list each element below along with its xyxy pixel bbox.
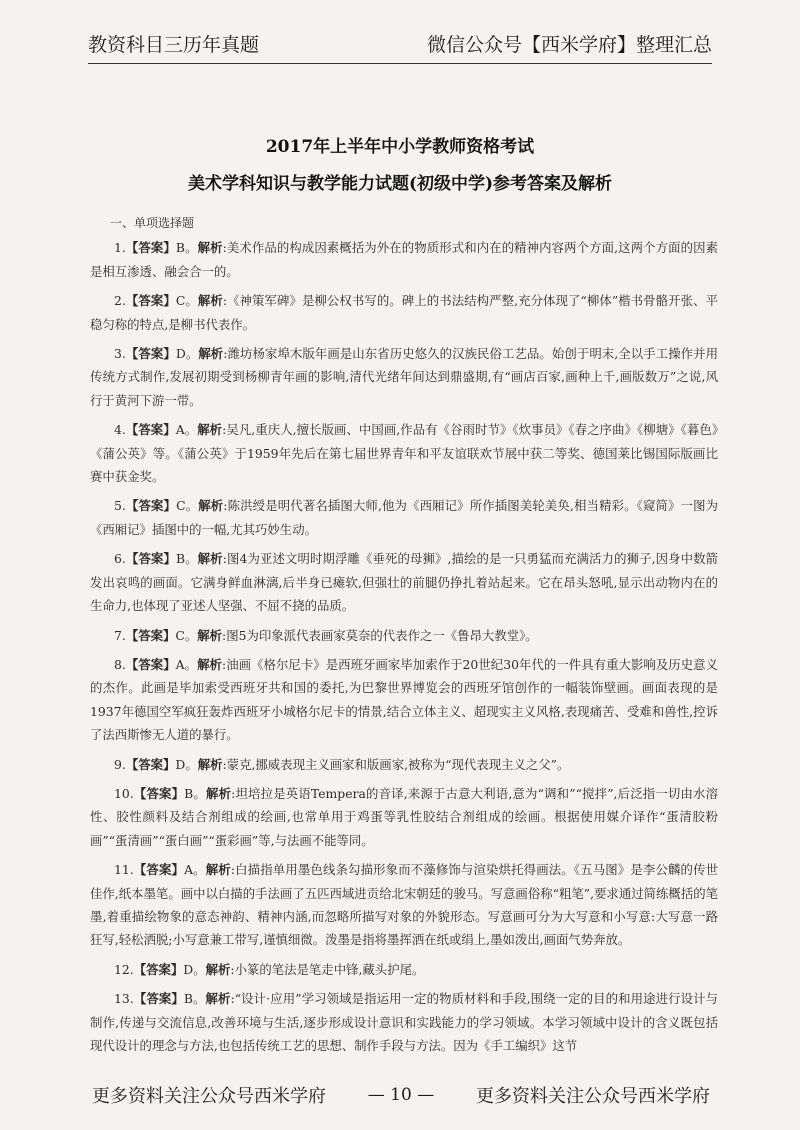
answer-letter: B。 — [184, 785, 207, 801]
explanation-label: 解析 — [197, 422, 223, 438]
answer-label: 【答案】 — [133, 862, 185, 878]
footer-left-text: 更多资料关注公众号西米学府 — [92, 1086, 326, 1107]
answer-item — [90, 289, 718, 336]
header-right-text: 微信公众号【西米学府】整理汇总 — [426, 34, 712, 56]
explanation-label: 解析 — [206, 785, 232, 801]
explanation-label: 解析 — [198, 498, 224, 514]
question-number: 5. — [114, 498, 126, 514]
explanation-label: 解析 — [205, 991, 231, 1007]
answer-label: 【答案】 — [125, 656, 176, 672]
answer-list — [90, 236, 718, 1057]
page-footer — [92, 1082, 710, 1108]
answer-label: 【答案】 — [125, 551, 176, 567]
question-number: 12. — [114, 961, 134, 977]
answer-label: 【答案】 — [125, 293, 176, 309]
answer-label: 【答案】 — [133, 991, 184, 1007]
question-number: 10. — [114, 785, 134, 801]
question-number: 8. — [114, 656, 126, 672]
answer-item — [90, 858, 718, 952]
answer-letter: A。 — [175, 422, 198, 438]
explanation-label: 解析 — [197, 551, 223, 567]
question-number: 11. — [114, 862, 134, 878]
document-title — [0, 132, 800, 194]
answer-letter: C。 — [175, 293, 198, 309]
answer-label: 【答案】 — [125, 346, 176, 362]
title-line-2: 美术学科知识与教学能力试题(初级中学)参考答案及解析 — [187, 174, 613, 194]
answer-label: 【答案】 — [133, 961, 184, 977]
explanation-label: 解析 — [205, 961, 231, 977]
explanation-label: 解析 — [205, 862, 231, 878]
explanation-text: :陈洪绶是明代著名插图大师,他为《西厢记》所作插图美轮美奂,相当精彩。《窥简》一图为《西厢记》插图中的一幅,尤其巧妙生动。 — [90, 498, 719, 537]
answer-label: 【答案】 — [125, 756, 176, 772]
answer-letter: B。 — [175, 551, 198, 567]
explanation-label: 解析 — [198, 346, 224, 362]
answer-label: 【答案】 — [125, 627, 176, 643]
explanation-label: 解析 — [197, 293, 223, 309]
explanation-text: :图4为亚述文明时期浮雕《垂死的母狮》,描绘的是一只勇猛而充满活力的狮子,因身中数箭发出哀鸣的画面。它满身鲜血淋漓,后半身已瘫软,但强壮的前腿仍挣扎着站起来。它在昂头怒吼,显示出动物内在的生命力,也体现了亚述人坚强、不屈不挠的品质。 — [90, 551, 719, 614]
answer-letter: D。 — [183, 961, 206, 977]
explanation-label: 解析 — [197, 627, 223, 643]
title-line-1: 2017年上半年中小学教师资格考试 — [265, 137, 535, 157]
section-heading: 一、单项选择题 — [110, 216, 195, 230]
answer-letter: A。 — [184, 862, 206, 878]
answer-item — [90, 987, 718, 1057]
answer-letter: B。 — [175, 240, 198, 256]
question-number: 2. — [114, 293, 126, 309]
answer-label: 【答案】 — [133, 785, 185, 801]
page-number: — 10 — — [367, 1085, 435, 1105]
answer-label: 【答案】 — [125, 498, 177, 514]
answer-item — [90, 418, 718, 488]
explanation-text: :潍坊杨家埠木版年画是山东省历史悠久的汉族民俗工艺品。始创于明末,全以手工操作并用传统方式制作,发展初期受到杨柳青年画的影响,清代光绪年间达到鼎盛期,有“画店百家,画种上千,画版数万”之说,风行于黄河下游一带。 — [90, 346, 719, 408]
answer-item — [90, 494, 718, 541]
answer-letter: D。 — [175, 756, 198, 772]
answer-content — [90, 212, 718, 1063]
answer-item — [90, 782, 718, 852]
explanation-text: :油画《格尔尼卡》是西班牙画家毕加索作于20世纪30年代的一件具有重大影响及历史意义的杰作。此画是毕加索受西班牙共和国的委托,为巴黎世界博览会的西班牙馆创作的一幅装饰壁画。画面表现的是1937年德国空军疯狂轰炸西班牙小城格尔尼卡的情景,结合立体主义、超现实主义风格,表现痛苦、受难和兽性,控诉了法西斯惨无人道的暴行。 — [90, 656, 719, 743]
explanation-label: 解析 — [197, 756, 223, 772]
answer-item — [90, 342, 718, 412]
answer-letter: C。 — [175, 627, 198, 643]
question-number: 7. — [114, 627, 126, 643]
question-number: 1. — [114, 240, 126, 256]
explanation-label: 解析 — [197, 656, 222, 672]
answer-letter: C。 — [176, 498, 199, 514]
question-number: 4. — [114, 422, 126, 438]
question-number: 13. — [114, 991, 134, 1007]
answer-item — [90, 547, 718, 617]
explanation-text: :“设计·应用”学习领域是指运用一定的物质材料和手段,围绕一定的目的和用途进行设计与制作,传递与交流信息,改善环境与生活,逐步形成设计意识和实践能力的学习领域。本学习领域中设计的含义既包括现代设计的理念与方法,也包括传统工艺的思想、制作手段与方法。因为《手工编织》这节 — [90, 991, 719, 1053]
header-left-text: 教资科目三历年真题 — [88, 34, 260, 56]
explanation-text: :白描指单用墨色线条勾描形象而不藻修饰与渲染烘托得画法。《五马图》是李公麟的传世佳作,纸本墨笔。画中以白描的手法画了五匹西域进贡给北宋朝廷的骏马。写意画俗称“粗笔”,要求通过简练概括的笔墨,着重描绘物象的意态神韵、精神内涵,而忽略所描写对象的外貌形态。写意画可分为大写意和小写意:大写意一路狂写,轻松洒脱;小写意兼工带写,谨慎细微。泼墨是指将墨挥洒在纸或绢上,墨如泼出,画面气势奔放。 — [90, 862, 719, 948]
question-number: 9. — [114, 756, 126, 772]
page-header — [88, 30, 712, 64]
explanation-text: :坦培拉是英语Tempera的音译,来源于古意大利语,意为“调和”“搅拌”,后泛指一切由水溶性、胶性颜料及结合剂组成的绘画,也常单用于鸡蛋等乳性胶结合剂组成的绘画。根据使用媒介译作“蛋清胶粉画”“蛋清画”“蛋白画”“蛋彩画”等,与法画不能等同。 — [90, 785, 719, 848]
question-number: 3. — [114, 346, 126, 362]
answer-letter: A。 — [175, 656, 198, 672]
footer-right-text: 更多资料关注公众号西米学府 — [475, 1086, 710, 1107]
question-number: 6. — [114, 551, 126, 567]
explanation-text: :美术作品的构成因素概括为外在的物质形式和内在的精神内容两个方面,这两个方面的因素是相互渗透、融会合一的。 — [90, 240, 718, 279]
answer-letter: D。 — [175, 346, 199, 362]
explanation-label: 解析 — [197, 240, 223, 256]
answer-letter: B。 — [183, 991, 206, 1007]
answer-label: 【答案】 — [125, 240, 176, 256]
explanation-text: :《神策军碑》是柳公权书写的。碑上的书法结构严整,充分体现了“柳体”楷书骨骼开张、平稳匀称的特点,是柳书代表作。 — [90, 293, 719, 332]
explanation-text: :吴凡,重庆人,擅长版画、中国画,作品有《谷雨时节》《炊事员》《春之序曲》《柳塘》《暮色》《蒲公英》等。《蒲公英》于1959年先后在第七届世界青年和平友谊联欢节展中获二等奖、德国莱比锡国际版画比赛中获金奖。 — [90, 422, 719, 485]
answer-item — [90, 753, 718, 776]
explanation-text: :蒙克,挪威表现主义画家和版画家,被称为“现代表现主义之父”。 — [222, 756, 570, 772]
answer-label: 【答案】 — [125, 422, 176, 438]
answer-item — [90, 958, 718, 981]
explanation-text: :图5为印象派代表画家莫奈的代表作之一《鲁昂大教堂》。 — [222, 627, 538, 643]
answer-item — [90, 236, 718, 283]
answer-item — [90, 624, 718, 647]
explanation-text: :小篆的笔法是笔走中锋,藏头护尾。 — [230, 961, 425, 977]
answer-item — [90, 653, 718, 747]
